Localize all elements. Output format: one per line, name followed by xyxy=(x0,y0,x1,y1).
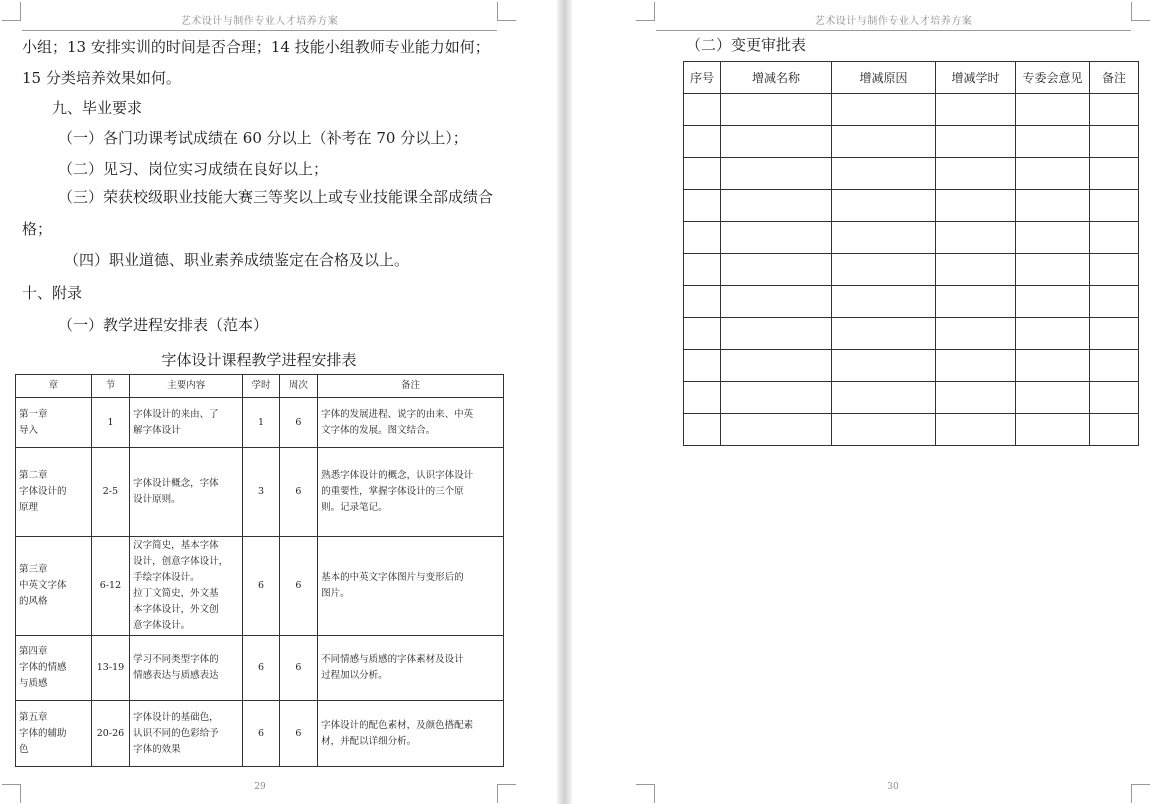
content-cell xyxy=(130,537,243,636)
empty-cell xyxy=(1090,414,1139,446)
content-line: 汉字简史，基本字体 xyxy=(133,540,219,551)
empty-cell xyxy=(936,222,1016,254)
table-row xyxy=(684,158,1139,190)
empty-cell xyxy=(1016,318,1090,350)
chapter-line: 第三章 xyxy=(19,564,48,575)
note-line: 字体的发展进程、说字的由来、中英 xyxy=(321,408,474,420)
body-text-line: （一）教学进程安排表（范本） xyxy=(58,316,269,334)
empty-cell xyxy=(936,94,1016,126)
chapter-line: 第五章 xyxy=(19,711,48,723)
empty-cell xyxy=(721,126,832,158)
content-cell xyxy=(130,398,243,448)
empty-cell xyxy=(721,414,832,446)
empty-cell xyxy=(832,254,936,286)
chapter-line: 的风格 xyxy=(19,596,48,607)
table-row xyxy=(16,636,504,701)
empty-cell xyxy=(1090,318,1139,350)
content-cell xyxy=(130,636,243,701)
table-row xyxy=(16,701,504,767)
empty-cell xyxy=(721,350,832,382)
empty-cell xyxy=(721,254,832,286)
empty-cell xyxy=(684,350,721,382)
table-header-row xyxy=(684,62,1139,94)
table-row xyxy=(16,448,504,537)
column-header: 学时 xyxy=(243,375,279,398)
content-line: 本字体设计，外文创 xyxy=(133,604,219,615)
column-header: 节 xyxy=(91,375,129,398)
empty-cell xyxy=(1090,94,1139,126)
empty-cell xyxy=(936,414,1016,446)
empty-cell xyxy=(721,382,832,414)
note-line: 文字体的发展。图文结合。 xyxy=(321,424,436,436)
note-line: 材，并配以详细分析。 xyxy=(321,735,417,747)
body-text-line: 小组；13 安排实训的时间是否合理；14 技能小组教师专业能力如何； xyxy=(22,38,490,56)
chapter-cell xyxy=(16,537,92,636)
empty-cell xyxy=(684,286,721,318)
hours-cell: 6 xyxy=(243,636,279,701)
empty-cell xyxy=(936,286,1016,318)
crop-mark xyxy=(497,784,516,803)
empty-cell xyxy=(832,382,936,414)
section-cell: 2-5 xyxy=(91,448,129,537)
content-line: 字体设计概念，字体 xyxy=(133,478,219,489)
week-cell: 6 xyxy=(279,701,317,767)
note-line: 图片。 xyxy=(321,588,350,599)
empty-cell xyxy=(684,94,721,126)
empty-cell xyxy=(832,414,936,446)
column-header: 备注 xyxy=(318,375,504,398)
empty-cell xyxy=(1090,254,1139,286)
empty-cell xyxy=(936,158,1016,190)
chapter-cell xyxy=(16,701,92,767)
content-line: 设计原则。 xyxy=(133,494,181,505)
empty-cell xyxy=(684,254,721,286)
empty-cell xyxy=(1090,222,1139,254)
empty-cell xyxy=(684,190,721,222)
content-line: 字体的效果 xyxy=(133,743,181,755)
section-heading: （二）变更审批表 xyxy=(686,36,807,54)
empty-cell xyxy=(684,222,721,254)
section-cell: 6-12 xyxy=(91,537,129,636)
note-cell xyxy=(318,701,504,767)
note-line: 基本的中英文字体图片与变形后的 xyxy=(321,572,464,583)
body-text-line: 15 分类培养效果如何。 xyxy=(22,69,181,87)
crop-mark xyxy=(1131,784,1150,803)
empty-cell xyxy=(684,158,721,190)
empty-cell xyxy=(721,222,832,254)
empty-cell xyxy=(1016,414,1090,446)
body-text-line: （三）荣获校级职业技能大赛三等奖以上或专业技能课全部成绩合 xyxy=(58,188,494,206)
table-row xyxy=(684,414,1139,446)
chapter-line: 色 xyxy=(19,743,29,755)
table-row xyxy=(684,350,1139,382)
empty-cell xyxy=(1090,382,1139,414)
week-cell: 6 xyxy=(279,636,317,701)
table-row xyxy=(684,94,1139,126)
note-line: 不同情感与质感的字体素材及设计 xyxy=(321,654,464,665)
chapter-line: 第四章 xyxy=(19,646,48,657)
section-heading: 十、附录 xyxy=(22,284,83,302)
note-line: 则。记录笔记。 xyxy=(321,502,388,513)
week-cell: 6 xyxy=(279,537,317,636)
chapter-line: 字体的情感 xyxy=(19,662,67,673)
empty-cell xyxy=(684,414,721,446)
running-header: 艺术设计与制作专业人才培养方案 xyxy=(22,12,497,31)
column-header: 周次 xyxy=(279,375,317,398)
empty-cell xyxy=(684,382,721,414)
table-row xyxy=(16,398,504,448)
column-header: 增减原因 xyxy=(832,62,936,94)
empty-cell xyxy=(1016,222,1090,254)
running-header: 艺术设计与制作专业人才培养方案 xyxy=(656,12,1131,31)
column-header: 专委会意见 xyxy=(1016,62,1090,94)
body-text-line: （二）见习、岗位实习成绩在良好以上； xyxy=(58,160,329,178)
empty-cell xyxy=(1016,350,1090,382)
approval-table-body xyxy=(684,94,1139,446)
page-number: 29 xyxy=(254,782,266,792)
week-cell: 6 xyxy=(279,448,317,537)
section-cell: 13-19 xyxy=(91,636,129,701)
table-row xyxy=(684,126,1139,158)
empty-cell xyxy=(1090,286,1139,318)
empty-cell xyxy=(936,254,1016,286)
empty-cell xyxy=(721,94,832,126)
empty-cell xyxy=(1090,190,1139,222)
empty-cell xyxy=(936,318,1016,350)
column-header: 序号 xyxy=(684,62,721,94)
empty-cell xyxy=(684,126,721,158)
table-row xyxy=(684,222,1139,254)
week-cell: 6 xyxy=(279,398,317,448)
document-page-left xyxy=(0,0,557,804)
chapter-line: 字体的辅助 xyxy=(19,727,67,739)
chapter-line: 与质感 xyxy=(19,678,48,689)
empty-cell xyxy=(832,222,936,254)
empty-cell xyxy=(832,190,936,222)
body-text-line: 格； xyxy=(22,220,53,238)
column-header: 备注 xyxy=(1090,62,1139,94)
chapter-cell xyxy=(16,636,92,701)
content-line: 拉丁文简史，外文基 xyxy=(133,588,219,599)
content-line: 解字体设计 xyxy=(133,424,181,436)
empty-cell xyxy=(1016,126,1090,158)
content-cell xyxy=(130,701,243,767)
document-page-right xyxy=(572,0,1152,804)
table-row xyxy=(684,382,1139,414)
crop-mark xyxy=(636,784,655,803)
hours-cell: 6 xyxy=(243,537,279,636)
page-gutter xyxy=(557,0,572,804)
crop-mark xyxy=(2,2,21,21)
empty-cell xyxy=(832,350,936,382)
empty-cell xyxy=(721,318,832,350)
crop-mark xyxy=(2,784,21,803)
empty-cell xyxy=(832,94,936,126)
empty-cell xyxy=(832,286,936,318)
table-row xyxy=(684,254,1139,286)
table-header-row xyxy=(16,375,504,398)
empty-cell xyxy=(721,286,832,318)
content-cell xyxy=(130,448,243,537)
empty-cell xyxy=(721,190,832,222)
empty-cell xyxy=(832,318,936,350)
note-cell xyxy=(318,398,504,448)
content-line: 情感表达与质感表达 xyxy=(133,670,219,681)
column-header: 增减名称 xyxy=(721,62,832,94)
table-title: 字体设计课程教学进程安排表 xyxy=(161,351,357,369)
column-header: 主要内容 xyxy=(130,375,243,398)
content-line: 认识不同的色彩给予 xyxy=(133,727,219,739)
column-header: 增减学时 xyxy=(936,62,1016,94)
empty-cell xyxy=(1016,254,1090,286)
content-line: 手绘字体设计。 xyxy=(133,572,200,583)
empty-cell xyxy=(1016,94,1090,126)
schedule-table xyxy=(15,374,504,767)
section-heading: 九、毕业要求 xyxy=(52,99,143,117)
content-line: 设计，创意字体设计， xyxy=(133,556,229,567)
section-cell: 1 xyxy=(91,398,129,448)
table-row xyxy=(684,286,1139,318)
note-line: 过程加以分析。 xyxy=(321,670,388,681)
empty-cell xyxy=(936,126,1016,158)
empty-cell xyxy=(1016,286,1090,318)
body-text-line: （一）各门功课考试成绩在 60 分以上（补考在 70 分以上）； xyxy=(58,129,468,147)
hours-cell: 3 xyxy=(243,448,279,537)
note-cell xyxy=(318,448,504,537)
empty-cell xyxy=(832,126,936,158)
empty-cell xyxy=(1016,190,1090,222)
table-row xyxy=(16,537,504,636)
content-line: 意字体设计。 xyxy=(133,620,191,631)
chapter-line: 原理 xyxy=(19,502,39,513)
empty-cell xyxy=(1090,158,1139,190)
empty-cell xyxy=(721,158,832,190)
section-cell: 20-26 xyxy=(91,701,129,767)
crop-mark xyxy=(497,2,516,21)
note-cell xyxy=(318,537,504,636)
empty-cell xyxy=(1016,158,1090,190)
empty-cell xyxy=(936,190,1016,222)
chapter-cell xyxy=(16,398,92,448)
note-line: 的重要性，掌握字体设计的三个原 xyxy=(321,486,464,497)
chapter-line: 导入 xyxy=(19,424,39,436)
chapter-line: 第二章 xyxy=(19,470,48,481)
crop-mark xyxy=(636,2,655,21)
note-line: 熟悉字体设计的概念，认识字体设计 xyxy=(321,470,474,481)
note-cell xyxy=(318,636,504,701)
empty-cell xyxy=(936,350,1016,382)
chapter-line: 第一章 xyxy=(19,408,48,420)
table-row xyxy=(684,318,1139,350)
empty-cell xyxy=(832,158,936,190)
empty-cell xyxy=(936,382,1016,414)
content-line: 学习不同类型字体的 xyxy=(133,654,219,665)
hours-cell: 6 xyxy=(243,701,279,767)
hours-cell: 1 xyxy=(243,398,279,448)
crop-mark xyxy=(1131,2,1150,21)
content-line: 字体设计的基础色， xyxy=(133,711,219,723)
page-number: 30 xyxy=(887,782,899,792)
content-line: 字体设计的来由、了 xyxy=(133,408,219,420)
chapter-line: 字体设计的 xyxy=(19,486,67,497)
note-line: 字体设计的配色素材，及颜色搭配素 xyxy=(321,719,474,731)
approval-table xyxy=(683,61,1139,446)
body-text-line: （四）职业道德、职业素养成绩鉴定在合格及以上。 xyxy=(64,251,410,269)
empty-cell xyxy=(684,318,721,350)
empty-cell xyxy=(1090,350,1139,382)
empty-cell xyxy=(1090,126,1139,158)
empty-cell xyxy=(1016,382,1090,414)
chapter-cell xyxy=(16,448,92,537)
chapter-line: 中英文字体 xyxy=(19,580,67,591)
table-row xyxy=(684,190,1139,222)
column-header: 章 xyxy=(16,375,92,398)
